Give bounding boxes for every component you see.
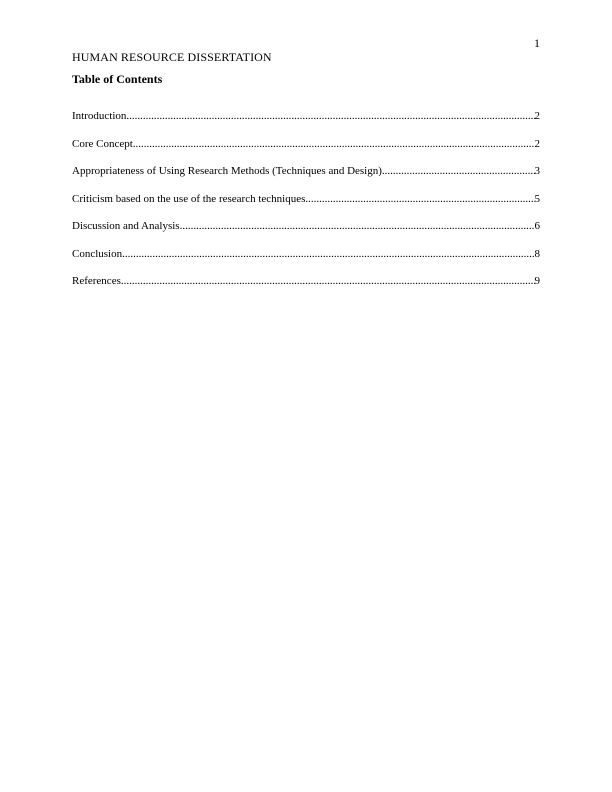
dot-leader: [305, 192, 534, 206]
toc-entry-page: 5: [534, 192, 540, 205]
toc-heading: Table of Contents: [72, 72, 163, 86]
toc-entry-title: Introduction: [72, 110, 127, 122]
table-of-contents: [72, 109, 540, 302]
toc-entry-title: Criticism based on the use of the research techniques: [72, 192, 306, 205]
dot-leader: [180, 219, 535, 233]
toc-entry-conclusion[interactable]: [72, 247, 540, 275]
toc-entry-title: Discussion and Analysis: [72, 220, 180, 232]
dot-leader: [382, 164, 535, 178]
toc-entry-introduction[interactable]: [72, 109, 540, 137]
toc-entry-title: Core Concept: [72, 137, 133, 150]
toc-entry-page: 6: [534, 220, 540, 232]
toc-entry-research-methods[interactable]: [72, 164, 540, 192]
toc-entry-page: 3: [534, 165, 540, 177]
page-number: 1: [534, 36, 540, 50]
dot-leader: [122, 247, 534, 261]
toc-entry-core-concept[interactable]: [72, 137, 540, 165]
dot-leader: [133, 137, 535, 151]
dot-leader: [126, 109, 534, 123]
running-head: HUMAN RESOURCE DISSERTATION: [72, 50, 272, 64]
toc-entry-page: 2: [534, 110, 540, 122]
toc-entry-title: Appropriateness of Using Research Methods (Techniques and Design): [72, 165, 382, 177]
toc-entry-discussion[interactable]: [72, 219, 540, 247]
toc-entry-page: 9: [534, 275, 540, 287]
toc-entry-references[interactable]: [72, 274, 540, 302]
toc-entry-title: Conclusion: [72, 247, 123, 260]
toc-entry-page: 8: [534, 247, 540, 260]
toc-entry-title: References: [72, 275, 121, 287]
dot-leader: [121, 274, 535, 288]
toc-entry-criticism[interactable]: [72, 192, 540, 220]
toc-entry-page: 2: [534, 137, 540, 150]
